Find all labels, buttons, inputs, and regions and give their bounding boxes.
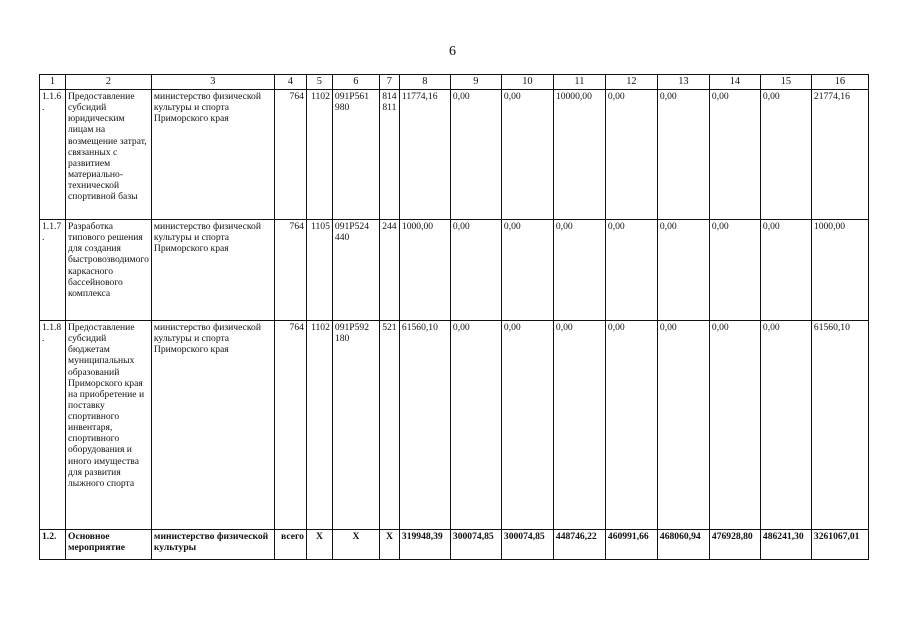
value-cell: 319948,39 bbox=[399, 530, 450, 560]
value-cell: 0,00 bbox=[657, 220, 709, 321]
table-row bbox=[40, 321, 869, 530]
table-row bbox=[40, 220, 869, 321]
value-cell: 0,00 bbox=[553, 321, 605, 530]
code-grbs: всего bbox=[274, 530, 306, 560]
column-header: 4 bbox=[274, 75, 306, 90]
value-cell: 0,00 bbox=[657, 321, 709, 530]
code-target-article: 091P524 440 bbox=[332, 220, 379, 321]
page-number: 6 bbox=[449, 44, 456, 59]
column-header: 6 bbox=[332, 75, 379, 90]
measure-name: Предоставление субсидий юридическим лицам на возмещение затрат, связанных с развитием материально-технической спортивной базы bbox=[66, 90, 152, 220]
column-header: 2 bbox=[66, 75, 152, 90]
code-section: 1102 bbox=[306, 321, 332, 530]
value-cell: 0,00 bbox=[605, 90, 657, 220]
column-header: 5 bbox=[306, 75, 332, 90]
value-cell: 0,00 bbox=[709, 321, 760, 530]
code-section: Х bbox=[306, 530, 332, 560]
code-expense-type: Х bbox=[379, 530, 399, 560]
code-grbs: 764 bbox=[274, 90, 306, 220]
value-cell: 1000,00 bbox=[399, 220, 450, 321]
column-header: 9 bbox=[450, 75, 501, 90]
code-grbs: 764 bbox=[274, 321, 306, 530]
value-cell: 476928,80 bbox=[709, 530, 760, 560]
value-cell: 3261067,01 bbox=[811, 530, 868, 560]
value-cell: 0,00 bbox=[605, 321, 657, 530]
column-header: 15 bbox=[760, 75, 811, 90]
value-cell: 61560,10 bbox=[399, 321, 450, 530]
code-grbs: 764 bbox=[274, 220, 306, 321]
row-number: 1.2. bbox=[40, 530, 66, 560]
value-cell: 0,00 bbox=[657, 90, 709, 220]
measure-name: Разработка типового решения для создания быстровозводимого каркасного бассейнового комплекса bbox=[66, 220, 152, 321]
table-row-total bbox=[40, 530, 869, 560]
code-target-article: 091P592 180 bbox=[332, 321, 379, 530]
column-header-row bbox=[40, 75, 869, 90]
column-header: 14 bbox=[709, 75, 760, 90]
value-cell: 0,00 bbox=[553, 220, 605, 321]
value-cell: 0,00 bbox=[450, 90, 501, 220]
row-number: 1.1.7 . bbox=[40, 220, 66, 321]
value-cell: 21774,16 bbox=[811, 90, 868, 220]
value-cell: 0,00 bbox=[501, 90, 553, 220]
row-number: 1.1.6 . bbox=[40, 90, 66, 220]
code-expense-type: 521 bbox=[379, 321, 399, 530]
column-header: 11 bbox=[553, 75, 605, 90]
executor: министерство физической культуры и спорта Приморского края bbox=[151, 321, 274, 530]
value-cell: 486241,30 bbox=[760, 530, 811, 560]
code-section: 1102 bbox=[306, 90, 332, 220]
executor: министерство физической культуры bbox=[151, 530, 274, 560]
column-header: 7 bbox=[379, 75, 399, 90]
value-cell: 0,00 bbox=[760, 90, 811, 220]
budget-table bbox=[39, 74, 869, 560]
value-cell: 300074,85 bbox=[450, 530, 501, 560]
value-cell: 0,00 bbox=[501, 321, 553, 530]
column-header: 16 bbox=[811, 75, 868, 90]
value-cell: 468060,94 bbox=[657, 530, 709, 560]
value-cell: 0,00 bbox=[760, 321, 811, 530]
code-target-article: 091P561 980 bbox=[332, 90, 379, 220]
value-cell: 10000,00 bbox=[553, 90, 605, 220]
code-target-article: Х bbox=[332, 530, 379, 560]
column-header: 1 bbox=[40, 75, 66, 90]
code-expense-type: 814 811 bbox=[379, 90, 399, 220]
value-cell: 0,00 bbox=[501, 220, 553, 321]
value-cell: 300074,85 bbox=[501, 530, 553, 560]
value-cell: 0,00 bbox=[709, 90, 760, 220]
row-number: 1.1.8 . bbox=[40, 321, 66, 530]
column-header: 13 bbox=[657, 75, 709, 90]
code-expense-type: 244 bbox=[379, 220, 399, 321]
measure-name: Основное мероприятие bbox=[66, 530, 152, 560]
measure-name: Предоставление субсидий бюджетам муниципальных образований Приморского края на приобретение и поставку спортивного инвентаря, спортивного оборудования и иного имущества для развития лыжного спорта bbox=[66, 321, 152, 530]
value-cell: 0,00 bbox=[450, 220, 501, 321]
value-cell: 0,00 bbox=[450, 321, 501, 530]
code-section: 1105 bbox=[306, 220, 332, 321]
executor: министерство физической культуры и спорта Приморского края bbox=[151, 90, 274, 220]
value-cell: 460991,66 bbox=[605, 530, 657, 560]
column-header: 10 bbox=[501, 75, 553, 90]
value-cell: 61560,10 bbox=[811, 321, 868, 530]
column-header: 12 bbox=[605, 75, 657, 90]
value-cell: 0,00 bbox=[709, 220, 760, 321]
value-cell: 0,00 bbox=[760, 220, 811, 321]
table-row bbox=[40, 90, 869, 220]
executor: министерство физической культуры и спорта Приморского края bbox=[151, 220, 274, 321]
value-cell: 0,00 bbox=[605, 220, 657, 321]
column-header: 8 bbox=[399, 75, 450, 90]
value-cell: 448746,22 bbox=[553, 530, 605, 560]
value-cell: 1000,00 bbox=[811, 220, 868, 321]
column-header: 3 bbox=[151, 75, 274, 90]
value-cell: 11774,16 bbox=[399, 90, 450, 220]
